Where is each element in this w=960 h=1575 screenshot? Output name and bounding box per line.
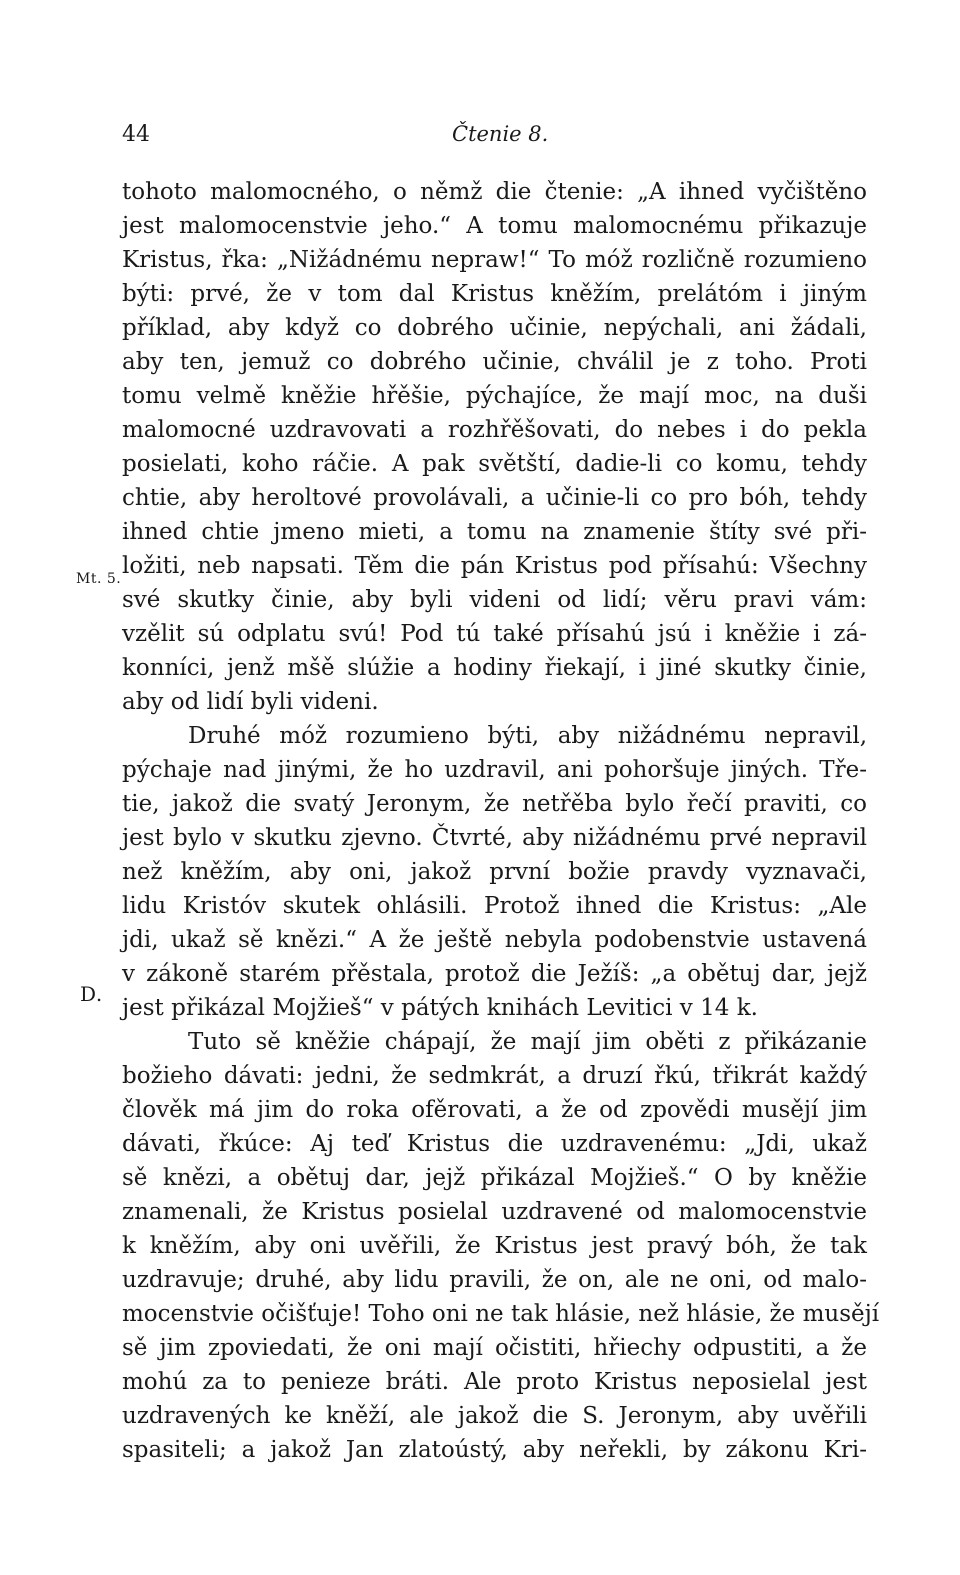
text-line: posielati, koho ráčie. A pak světští, dadie-li co komu, tehdy xyxy=(122,451,867,477)
text-line: mohú za to penieze bráti. Ale proto Kristus neposielal jest xyxy=(122,1369,867,1395)
text-line: aby od lidí byli videni. xyxy=(122,689,379,715)
text-line: než kněžím, aby oni, jakož první božie pravdy vyznavači, xyxy=(122,859,867,885)
text-line: tohoto malomocného, o němž die čtenie: „A ihned vyčištěno xyxy=(122,179,867,205)
running-title: Čtenie 8. xyxy=(452,122,549,146)
text-line: jest bylo v skutku zjevno. Čtvrté, aby nižádnému prvé nepravil xyxy=(122,825,867,851)
text-line: vzělit sú odplatu svú! Pod tú také přísahú jsú i kněžie i zá- xyxy=(122,621,867,647)
text-line: jest přikázal Mojžieš“ v pátých knihách Levitici v 14 k. xyxy=(122,995,758,1021)
text-line: lidu Kristóv skutek ohlásili. Protož ihned die Kristus: „Ale xyxy=(122,893,867,919)
text-line: konníci, jenž mšě slúžie a hodiny řiekají, i jiné skutky činie, xyxy=(122,655,867,681)
text-line: malomocné uzdravovati a rozhřěšovati, do nebes i do pekla xyxy=(122,417,867,443)
text-line: Kristus, řka: „Nižádnému nepraw!“ To móž rozličně rozumieno xyxy=(122,247,867,273)
text-line: tomu velmě kněžie hřěšie, pýchajíce, že mají moc, na duši xyxy=(122,383,867,409)
text-line: ložiti, neb napsati. Těm die pán Kristus pod přísahú: Všechny xyxy=(122,553,867,579)
text-line: jdi, ukaž sě knězi.“ A že ještě nebyla podobenstvie ustavená xyxy=(122,927,867,953)
text-line: znamenali, že Kristus posielal uzdravené od malomocenstvie xyxy=(122,1199,867,1225)
text-line: dávati, řkúce: Aj teď Kristus die uzdravenému: „Jdi, ukaž xyxy=(122,1131,867,1157)
text-line: uzdravených ke kněží, ale jakož die S. Jeronym, aby uvěřili xyxy=(122,1403,867,1429)
text-line: býti: prvé, že v tom dal Kristus kněžím, prelátóm i jiným xyxy=(122,281,867,307)
text-line: aby ten, jemuž co dobrého učinie, chválil je z toho. Proti xyxy=(122,349,867,375)
text-line: mocenstvie očišťuje! Toho oni ne tak hlásie, než hlásie, že musějí xyxy=(122,1301,880,1327)
body-text xyxy=(122,175,880,1467)
text-line: ihned chtie jmeno mieti, a tomu na znamenie štíty své při- xyxy=(122,519,867,545)
text-line: sě jim zpoviedati, že oni mají očistiti, hřiechy odpustiti, a že xyxy=(122,1335,867,1361)
text-line: božieho dávati: jedni, že sedmkrát, a druzí řkú, třikrát každý xyxy=(122,1063,867,1089)
text-line: k kněžím, aby oni uvěřili, že Kristus jest pravý bóh, že tak xyxy=(122,1233,867,1259)
text-line: sě knězi, a obětuj dar, jejž přikázal Mojžieš.“ O by kněžie xyxy=(122,1165,867,1191)
text-line: tie, jakož die svatý Jeronym, že netřěba bylo řečí praviti, co xyxy=(122,791,867,817)
text-line: chtie, aby heroltové provolávali, a učinie-li co pro bóh, tehdy xyxy=(122,485,867,511)
text-line: Druhé móž rozumieno býti, aby nižádnému nepravil, xyxy=(188,723,867,749)
text-line: příklad, aby když co dobrého učinie, nepýchali, ani žádali, xyxy=(122,315,867,341)
text-line: své skutky činie, aby byli videni od lidí; věru pravi vám: xyxy=(122,587,867,613)
page-number: 44 xyxy=(122,122,150,147)
text-line: člověk má jim do roka ofěrovati, a že od zpovědi musějí jim xyxy=(122,1097,867,1123)
text-line: uzdravuje; druhé, aby lidu pravili, že on, ale ne oni, od malo- xyxy=(122,1267,867,1293)
text-line: Tuto sě kněžie chápají, že mají jim oběti z přikázanie xyxy=(188,1029,867,1055)
text-line: pýchaje nad jinými, že ho uzdravil, ani pohoršuje jiných. Tře- xyxy=(122,757,867,783)
page-header xyxy=(122,122,862,152)
margin-note-reference: Mt. 5. xyxy=(76,571,122,587)
text-line: spasiteli; a jakož Jan zlatoústý, aby neřekli, by zákonu Kri- xyxy=(122,1437,867,1463)
margin-note-section: D. xyxy=(80,982,103,1006)
text-line: v zákoně starém přěstala, protož die Ježíš: „a obětuj dar, jejž xyxy=(122,961,867,987)
text-line: jest malomocenstvie jeho.“ A tomu malomocnému přikazuje xyxy=(122,213,867,239)
